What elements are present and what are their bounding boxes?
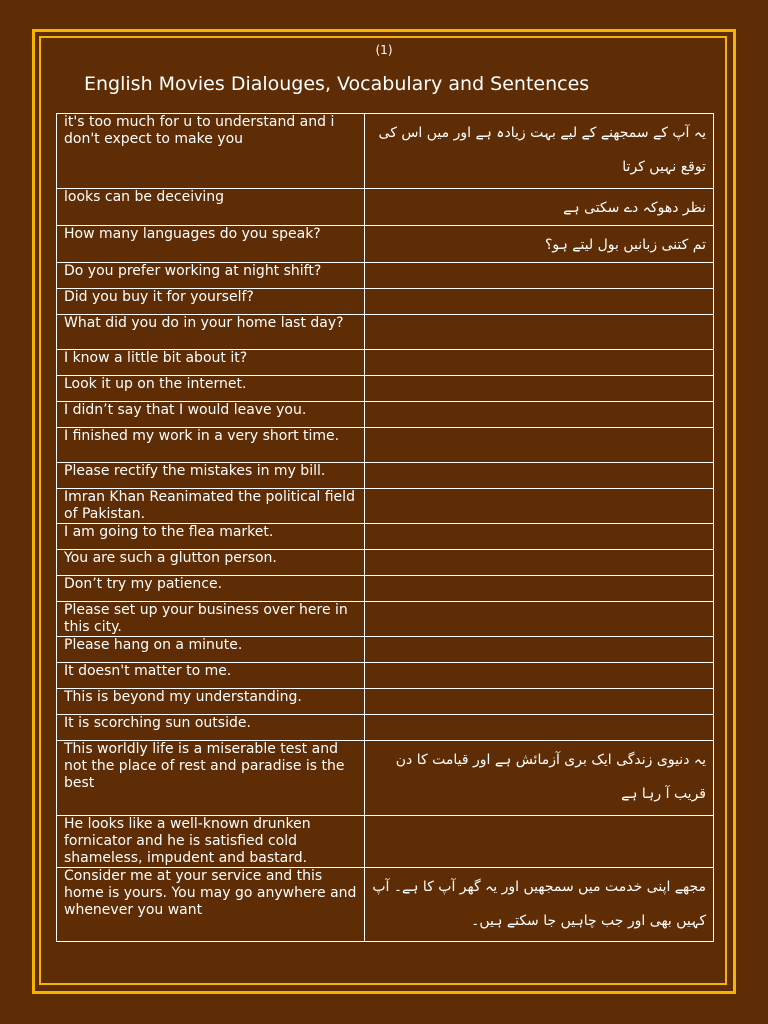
urdu-translation [365, 637, 714, 663]
urdu-translation: مجھے اپنی خدمت میں سمجھیں اور یہ گھر آپ کا ہے۔ آپ کہیں بھی اور جب چاہیں جا سکتے ہیں۔ [365, 868, 714, 942]
table-row [57, 550, 714, 576]
page-title: English Movies Dialouges, Vocabulary and Sentences [84, 73, 590, 95]
table-row [57, 602, 714, 637]
english-sentence: It doesn't matter to me. [57, 663, 365, 689]
english-sentence: You are such a glutton person. [57, 550, 365, 576]
english-sentence: How many languages do you speak? [57, 226, 365, 263]
urdu-translation [365, 428, 714, 463]
english-sentence: What did you do in your home last day? [57, 315, 365, 350]
table-row [57, 715, 714, 741]
urdu-translation [365, 376, 714, 402]
english-sentence: I didn’t say that I would leave you. [57, 402, 365, 428]
english-sentence: Look it up on the internet. [57, 376, 365, 402]
english-sentence: Please hang on a minute. [57, 637, 365, 663]
urdu-translation [365, 350, 714, 376]
table-row [57, 289, 714, 315]
table-row [57, 263, 714, 289]
english-sentence: He looks like a well-known drunken fornicator and he is satisfied cold shameless, impudent and bastard. [57, 816, 365, 868]
table-row [57, 350, 714, 376]
urdu-translation: تم کتنی زبانیں بول لیتے ہو؟ [365, 226, 714, 263]
urdu-translation [365, 289, 714, 315]
table-row [57, 816, 714, 868]
table-row [57, 637, 714, 663]
table-row [57, 315, 714, 350]
urdu-translation [365, 315, 714, 350]
urdu-translation: نظر دھوکہ دے سکتی ہے [365, 189, 714, 226]
table-row [57, 463, 714, 489]
table-row [57, 114, 714, 189]
urdu-translation [365, 402, 714, 428]
english-sentence: Please rectify the mistakes in my bill. [57, 463, 365, 489]
english-sentence: it's too much for u to understand and i don't expect to make you [57, 114, 365, 189]
table-row [57, 741, 714, 816]
english-sentence: This is beyond my understanding. [57, 689, 365, 715]
table-row [57, 689, 714, 715]
table-row [57, 663, 714, 689]
english-sentence: Do you prefer working at night shift? [57, 263, 365, 289]
urdu-translation [365, 576, 714, 602]
urdu-translation [365, 663, 714, 689]
urdu-translation [365, 689, 714, 715]
urdu-translation: یہ آپ کے سمجھنے کے لیے بہت زیادہ ہے اور میں اس کی توقع نہیں کرتا [365, 114, 714, 189]
urdu-translation [365, 550, 714, 576]
urdu-translation: یہ دنیوی زندگی ایک بری آزمائش ہے اور قیامت کا دن قریب آ رہا ہے [365, 741, 714, 816]
table-row [57, 489, 714, 524]
table-row [57, 428, 714, 463]
english-sentence: Did you buy it for yourself? [57, 289, 365, 315]
urdu-translation [365, 602, 714, 637]
english-sentence: Don’t try my patience. [57, 576, 365, 602]
urdu-translation [365, 263, 714, 289]
table-row [57, 868, 714, 942]
english-sentence: This worldly life is a miserable test and not the place of rest and paradise is the best [57, 741, 365, 816]
english-sentence: I am going to the flea market. [57, 524, 365, 550]
english-sentence: I know a little bit about it? [57, 350, 365, 376]
table-row [57, 376, 714, 402]
table-row [57, 189, 714, 226]
table-row [57, 226, 714, 263]
english-sentence: Imran Khan Reanimated the political field of Pakistan. [57, 489, 365, 524]
urdu-translation [365, 489, 714, 524]
english-sentence: looks can be deceiving [57, 189, 365, 226]
english-sentence: I finished my work in a very short time. [57, 428, 365, 463]
phrase-table [56, 113, 714, 942]
english-sentence: Please set up your business over here in this city. [57, 602, 365, 637]
table-row [57, 402, 714, 428]
urdu-translation [365, 816, 714, 868]
urdu-translation [365, 463, 714, 489]
urdu-translation [365, 524, 714, 550]
table-row [57, 524, 714, 550]
english-sentence: Consider me at your service and this home is yours. You may go anywhere and whenever you want [57, 868, 365, 942]
urdu-translation [365, 715, 714, 741]
table-row [57, 576, 714, 602]
english-sentence: It is scorching sun outside. [57, 715, 365, 741]
page-number: (1) [375, 43, 393, 57]
